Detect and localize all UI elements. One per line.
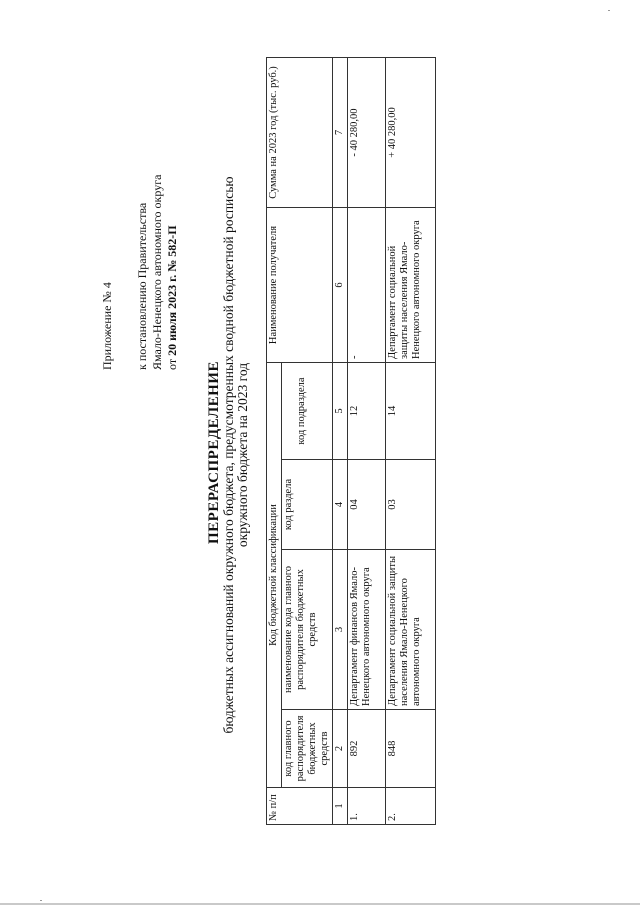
decree-prefix: от <box>165 358 179 370</box>
column-number: 3 <box>333 550 348 710</box>
header-amount: Сумма на 2023 год (тыс. руб.) <box>267 58 333 208</box>
column-number: 7 <box>333 58 348 208</box>
budget-table <box>266 57 436 825</box>
scan-speck <box>40 900 42 901</box>
row-section: 04 <box>348 460 386 550</box>
subtitle-line-1: бюджетных ассигнований окружного бюджета, предусмотренных сводной бюджетной росписью <box>221 176 236 734</box>
row-recipient: Департамент социальной защиты населения Ямало-Ненецкого автономного округа <box>386 208 436 363</box>
column-numbers-row <box>333 58 348 825</box>
row-subsection: 12 <box>348 363 386 460</box>
row-amount: - 40 280,00 <box>348 58 386 208</box>
row-recipient: - <box>348 208 386 363</box>
table-row <box>348 58 386 825</box>
decree-reference <box>135 70 180 370</box>
row-main-code: 892 <box>348 710 386 788</box>
header-main-name: наименование кода главного распорядителя бюджетных средств <box>282 550 333 710</box>
column-number: 4 <box>333 460 348 550</box>
header-main-code: код главного распорядителя бюджетных средств <box>282 710 333 788</box>
decree-line-3 <box>165 70 180 370</box>
column-number: 6 <box>333 208 348 363</box>
header-classification-group: Код бюджетной классификации <box>267 363 282 788</box>
row-section: 03 <box>386 460 436 550</box>
header-num: № п/п <box>267 788 333 825</box>
decree-date-number: 20 июля 2023 г. № 582-П <box>165 225 179 356</box>
column-number: 1 <box>333 788 348 825</box>
row-amount: + 40 280,00 <box>386 58 436 208</box>
header-section: код раздела <box>282 460 333 550</box>
table-header-row-1 <box>267 58 282 825</box>
row-num: 1. <box>348 788 386 825</box>
row-main-code: 848 <box>386 710 436 788</box>
row-num: 2. <box>386 788 436 825</box>
header-recipient: Наименование получателя <box>267 208 333 363</box>
decree-line-1: к постановлению Правительства <box>135 202 149 370</box>
document-subtitle <box>222 65 250 845</box>
header-subsection: код подраздела <box>282 363 333 460</box>
row-main-name: Департамент финансов Ямало-Ненецкого автономного округа <box>348 550 386 710</box>
appendix-label: Приложение № 4 <box>100 282 114 370</box>
column-number: 5 <box>333 363 348 460</box>
decree-line-2: Ямало-Ненецкого автономного округа <box>150 174 164 370</box>
column-number: 2 <box>333 710 348 788</box>
table-row <box>386 58 436 825</box>
row-main-name: Департамент социальной защиты населения Ямало-Ненецкого автономного округа <box>386 550 436 710</box>
subtitle-line-2: окружного бюджета на 2023 год <box>235 362 250 548</box>
row-subsection: 14 <box>386 363 436 460</box>
scan-speck <box>608 10 610 11</box>
document-title: ПЕРЕРАСПРЕДЕЛЕНИЕ <box>206 361 222 544</box>
